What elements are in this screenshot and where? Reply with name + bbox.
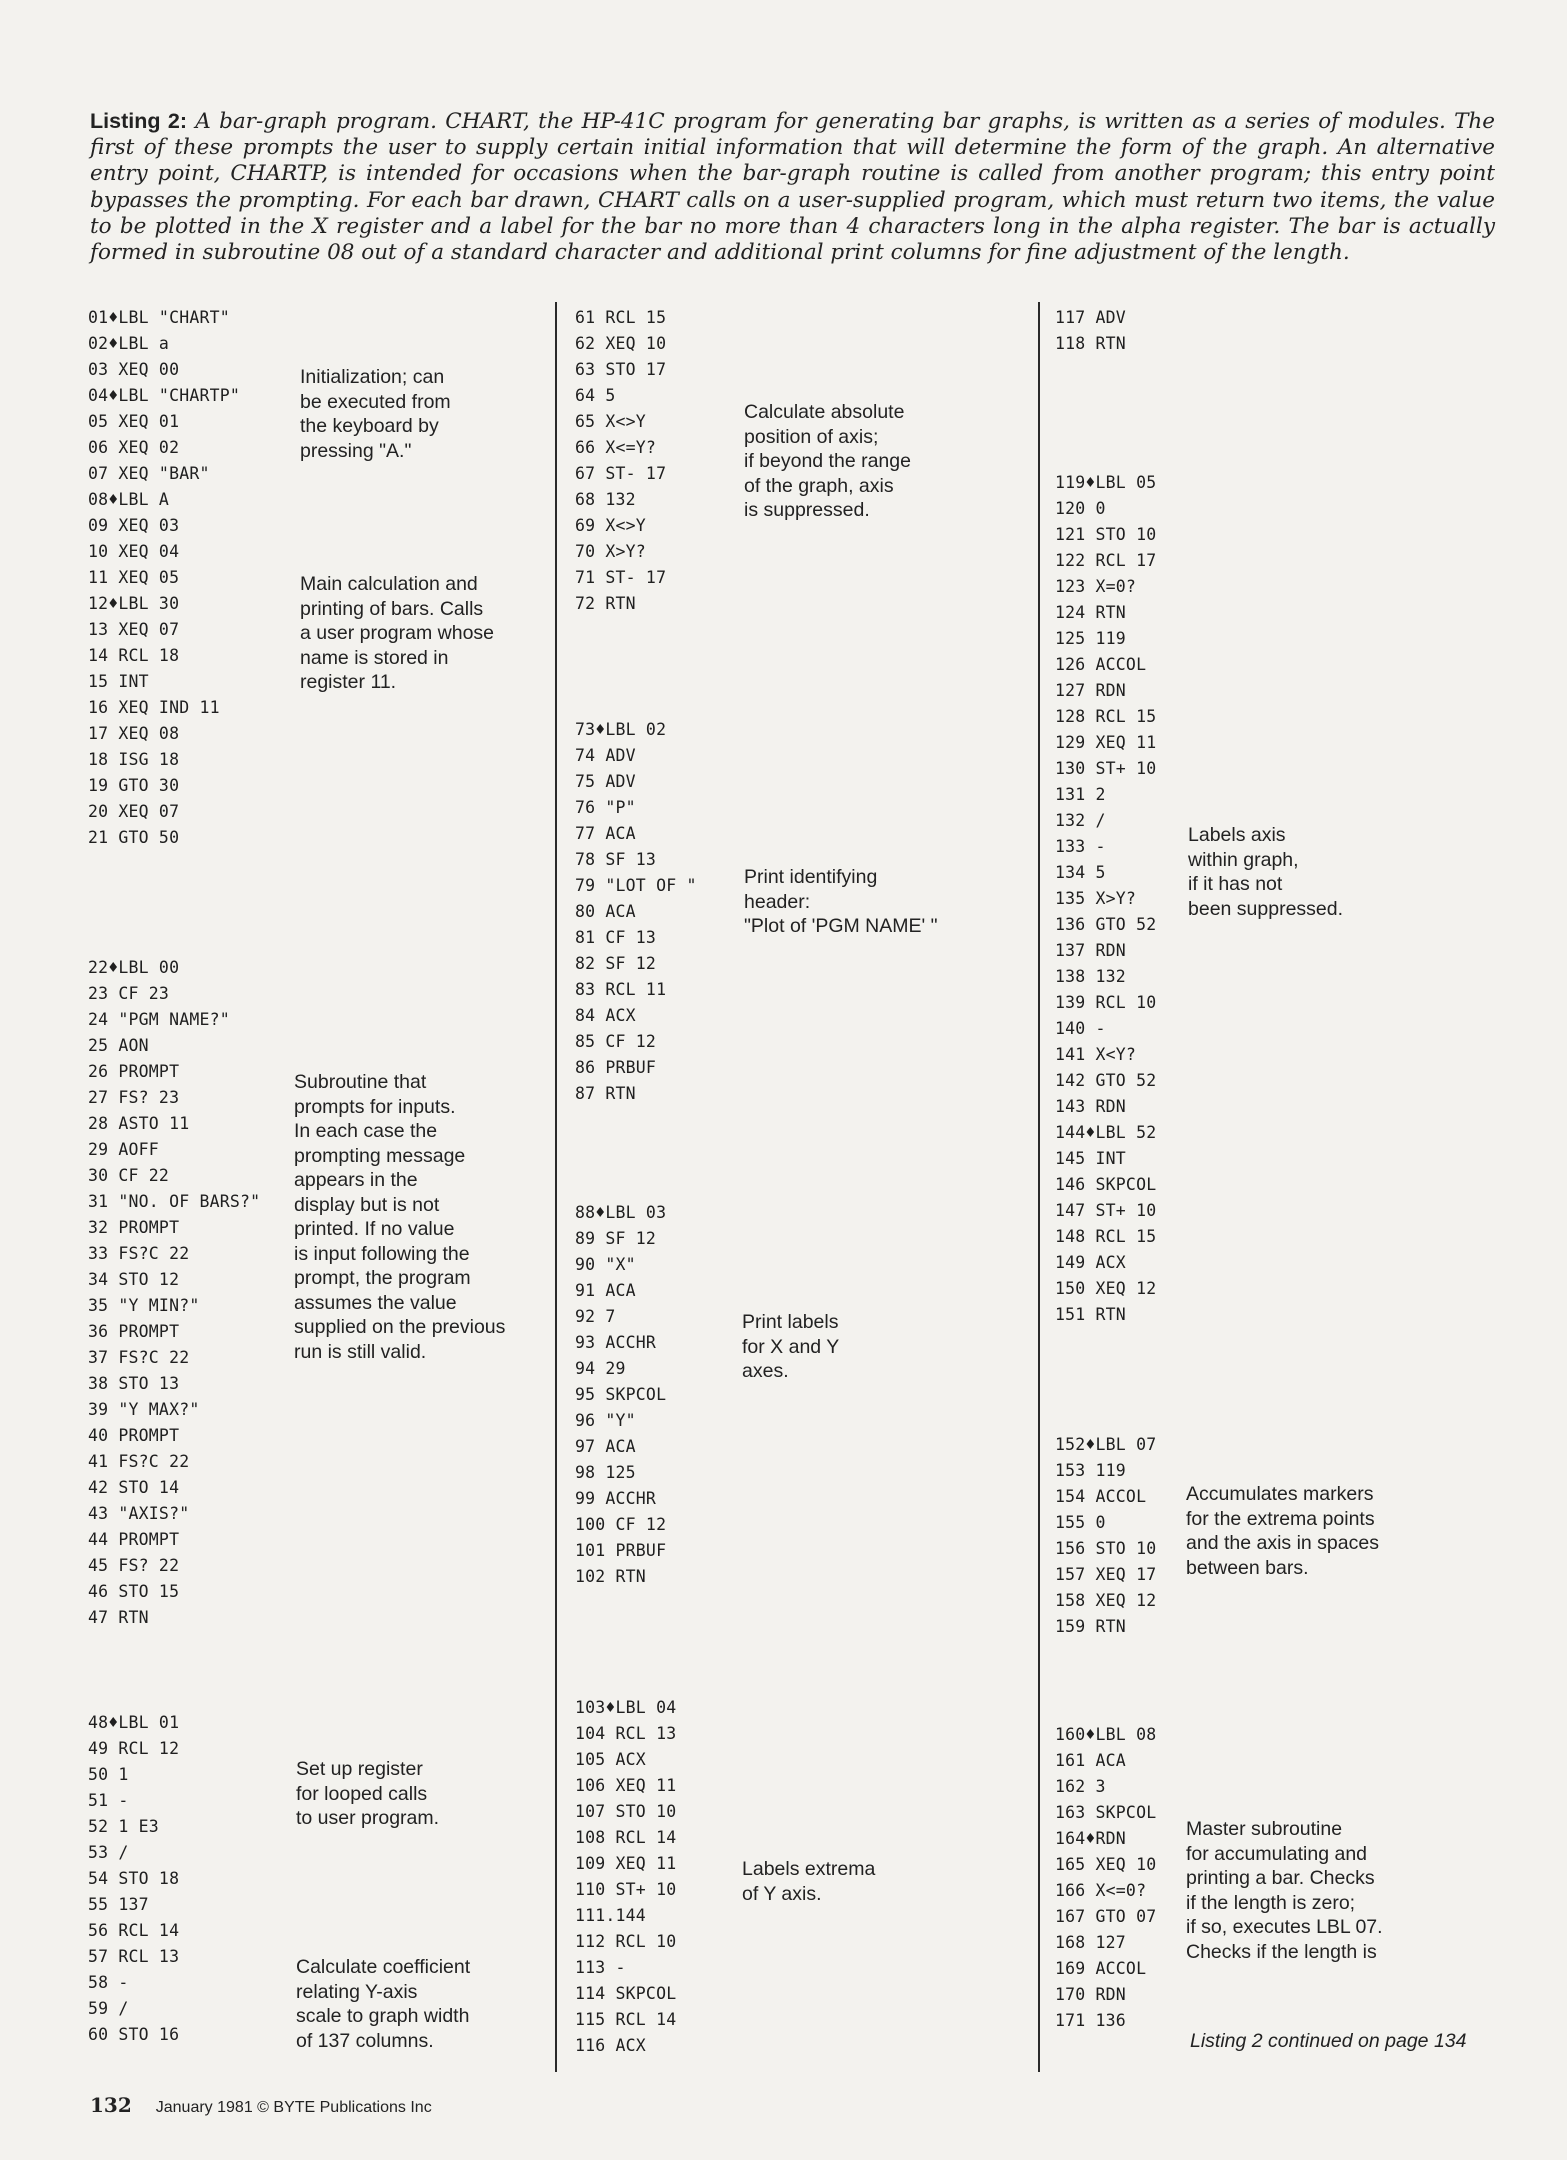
code-block-lbl-00: 22♦LBL 00 23 CF 23 24 "PGM NAME?" 25 AON 26 PROMPT 27 FS? 23 28 ASTO 11 29 AOFF 30 CF 22 31 "NO. OF BARS?" 32 PROMPT 33 FS?C 22 34 STO 12 35 "Y MIN?" 36 PROMPT 37 FS?C 22 38 STO 13 39 "Y MAX?" 40 PROMPT 41 FS?C 22 42 STO 14 43 "AXIS?" 44 PROMPT 45 FS? 22 46 STO 15 47 RTN [88,958,261,1627]
listing-caption [90,108,1495,266]
code-block-rtn: 117 ADV 118 RTN [1055,308,1126,353]
column-divider-2 [1038,302,1040,2072]
comment-prompt-subroutine: Subroutine that prompts for inputs. In each case the prompting message appears in the display but is not printed. If no value is input following the prompt, the program assumes the value supplied on the previous run is still valid. [294,1071,506,1363]
comment-extrema: Labels extrema of Y axis. [742,1858,876,1905]
page-number: 132 [90,2093,132,2117]
column-divider-1 [555,302,557,2072]
caption-text: A bar-graph program. CHART, the HP-41C program for generating bar graphs, is written as a series of modules. The first of these prompts the user to supply certain initial information that will determine the form of the graph. An alternative entry point, CHARTP, is intended for occasions when the bar-graph routine is called from another program; this entry point bypasses the prompting. For each bar drawn, CHART calls on a user-supplied program, which must return two items, the value to be plotted in the X register and a label for the bar no more than 4 characters long in the alpha register. The bar is actually formed in subroutine 08 out of a standard character and additional print columns for fine adjustment of the length. [90,109,1495,266]
code-block-axis-position: 61 RCL 15 62 XEQ 10 63 STO 17 64 5 65 X<>Y 66 X<=Y? 67 ST- 17 68 132 69 X<>Y 70 X>Y? 71 ST- 17 72 RTN [575,308,667,613]
comment-axis-position: Calculate absolute position of axis; if beyond the range of the graph, axis is suppressed. [744,401,911,521]
code-block-lbl-08: 160♦LBL 08 161 ACA 162 3 163 SKPCOL 164♦RDN 165 XEQ 10 166 X<=0? 167 GTO 07 168 127 169 ACCOL 170 RDN 171 136 [1055,1725,1157,2030]
code-block-lbl-03: 88♦LBL 03 89 SF 12 90 "X" 91 ACA 92 7 93 ACCHR 94 29 95 SKPCOL 96 "Y" 97 ACA 98 125 99 ACCHR 100 CF 12 101 PRBUF 102 RTN [575,1203,667,1586]
comment-header: Print identifying header: "Plot of 'PGM NAME' " [744,866,938,937]
comment-master-subroutine: Master subroutine for accumulating and printing a bar. Checks if the length is zero; if so, executes LBL 07. Checks if the length is [1186,1818,1383,1963]
code-block-lbl-07: 152♦LBL 07 153 119 154 ACCOL 155 0 156 STO 10 157 XEQ 17 158 XEQ 12 159 RTN [1055,1435,1157,1636]
comment-initialization: Initialization; can be executed from the keyboard by pressing "A." [300,366,451,462]
comment-markers: Accumulates markers for the extrema points and the axis in spaces between bars. [1186,1483,1379,1579]
comment-main-calculation: Main calculation and printing of bars. Calls a user program whose name is stored in register 11. [300,573,495,693]
comment-axis-label: Labels axis within graph, if it has not been suppressed. [1188,824,1344,920]
page-footer [90,2093,432,2117]
comment-loop-setup: Set up register for looped calls to user program. [296,1758,440,1829]
continued-note: Listing 2 continued on page 134 [1190,2030,1467,2052]
code-block-lbl-05: 119♦LBL 05 120 0 121 STO 10 122 RCL 17 123 X=0? 124 RTN 125 119 126 ACCOL 127 RDN 128 RCL 15 129 XEQ 11 130 ST+ 10 131 2 132 / 133 - 134 5 135 X>Y? 136 GTO 52 137 RDN 138 132 139 RCL 10 140 - 141 X<Y? 142 GTO 52 143 RDN 144♦LBL 52 145 INT 146 SKPCOL 147 ST+ 10 148 RCL 15 149 ACX 150 XEQ 12 151 RTN [1055,473,1157,1324]
code-block-lbl-04: 103♦LBL 04 104 RCL 13 105 ACX 106 XEQ 11 107 STO 10 108 RCL 14 109 XEQ 11 110 ST+ 10 111.144 112 RCL 10 113 - 114 SKPCOL 115 RCL 14 116 ACX [575,1698,677,2055]
code-block-lbl-01: 48♦LBL 01 49 RCL 12 50 1 51 - 52 1 E3 53 / 54 STO 18 55 137 56 RCL 14 57 RCL 13 58 - 59 / 60 STO 16 [88,1713,180,2044]
caption-label: Listing 2: [90,109,187,133]
footer-text: January 1981 © BYTE Publications Inc [155,2099,432,2116]
comment-axis-labels: Print labels for X and Y axes. [742,1311,840,1382]
code-block-chart-main: 01♦LBL "CHART" 02♦LBL a 03 XEQ 00 04♦LBL "CHARTP" 05 XEQ 01 06 XEQ 02 07 XEQ "BAR" 08♦LBL A 09 XEQ 03 10 XEQ 04 11 XEQ 05 12♦LBL 30 13 XEQ 07 14 RCL 18 15 INT 16 XEQ IND 11 17 XEQ 08 18 ISG 18 19 GTO 30 20 XEQ 07 21 GTO 50 [88,308,241,847]
code-block-lbl-02: 73♦LBL 02 74 ADV 75 ADV 76 "P" 77 ACA 78 SF 13 79 "LOT OF " 80 ACA 81 CF 13 82 SF 12 83 RCL 11 84 ACX 85 CF 12 86 PRBUF 87 RTN [575,720,697,1103]
comment-coefficient: Calculate coefficient relating Y-axis scale to graph width of 137 columns. [296,1956,471,2052]
